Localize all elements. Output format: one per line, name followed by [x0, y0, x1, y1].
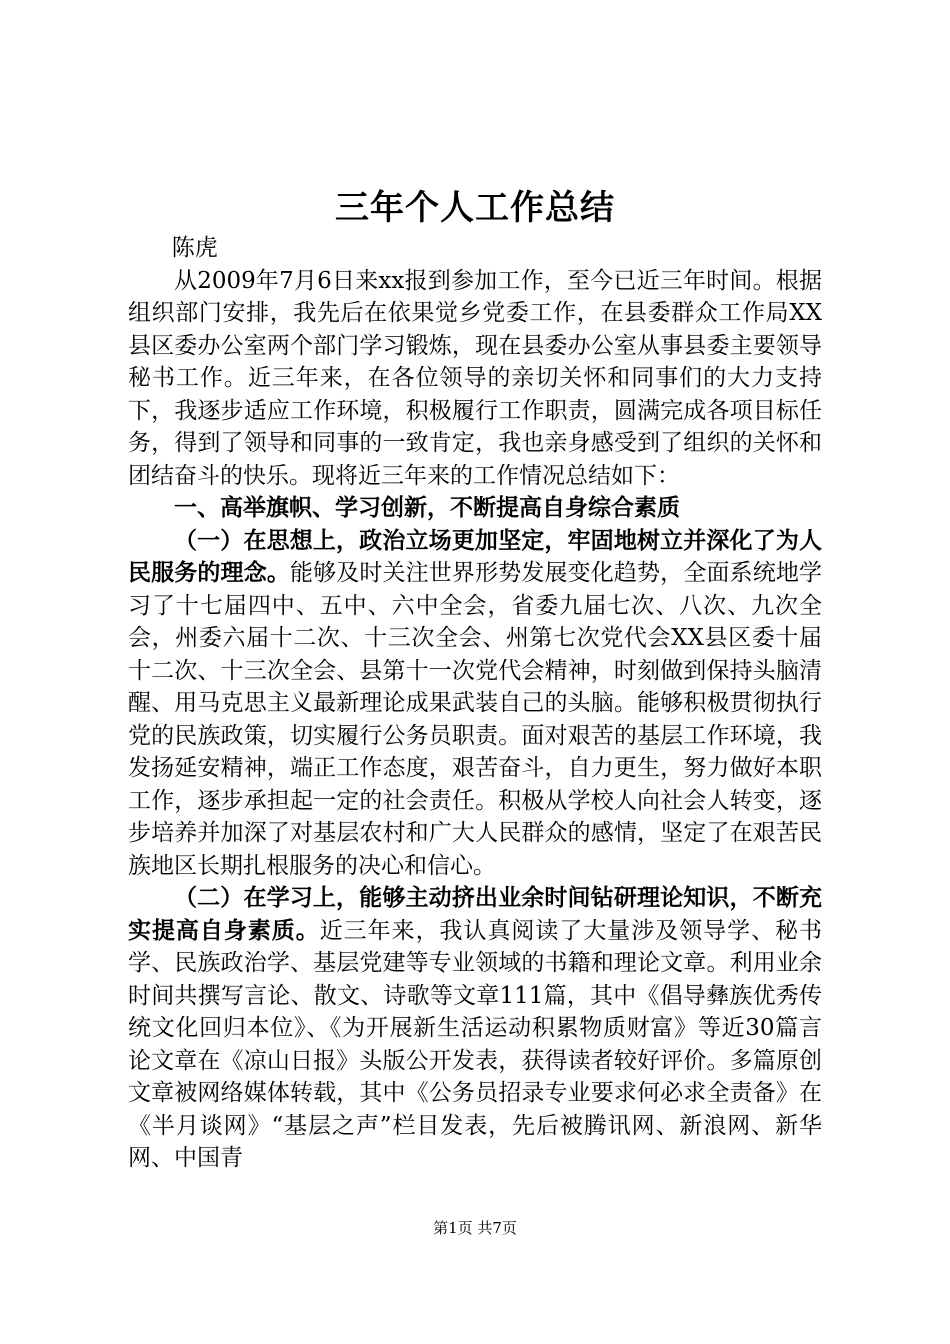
author-name: 陈虎 [171, 235, 218, 261]
document-title: 三年个人工作总结 [335, 188, 615, 228]
subsection-lead-1: （一）在思想上，政治立场更加坚定，牢固地树立并深化了为人民服务的理念。 [128, 527, 822, 586]
page-footer: 第1页 共7页 [433, 1219, 517, 1237]
subsection-paragraph-2 [128, 882, 822, 1175]
subsection-paragraph-1 [128, 525, 822, 883]
subsection-lead-2: （二）在学习上，能够主动挤出业余时间钻研理论知识，不断充实提高自身素质。 [128, 885, 822, 944]
section-heading-1: 一、高举旗帜、学习创新，不断提高自身综合素质 [174, 495, 680, 521]
document-body [128, 232, 822, 1175]
subsection-text-2: 近三年来，我认真阅读了大量涉及领导学、秘书学、民族政治学、基层党建等专业领域的书籍和理论文章。利用业余时间共撰写言论、散文、诗歌等文章111篇，其中《倡导彝族优秀传统文化回归本位》、《为开展新生活运动积累物质财富》等近30篇言论文章在《凉山日报》头版公开发表，获得读者较好评价。多篇原创文章被网络媒体转载，其中《公务员招录专业要求何必求全责备》在《半月谈网》“基层之声”栏目发表，先后被腾讯网、新浪网、新华网、中国青 [128, 917, 823, 1171]
intro-paragraph: 从2009年7月6日来xx报到参加工作，至今已近三年时间。根据组织部门安排，我先后在依果觉乡党委工作，在县委群众工作局XX县区委办公室两个部门学习锻炼，现在县委办公室从事县委主要领导秘书工作。近三年来，在各位领导的亲切关怀和同事们的大力支持下，我逐步适应工作环境，积极履行工作职责，圆满完成各项目标任务，得到了领导和同事的一致肯定，我也亲身感受到了组织的关怀和团结奋斗的快乐。现将近三年来的工作情况总结如下： [128, 267, 822, 489]
subsection-text-1: 能够及时关注世界形势发展变化趋势，全面系统地学习了十七届四中、五中、六中全会，省委九届七次、八次、九次全会，州委六届十二次、十三次全会、州第七次党代会XX县区委十届十二次、十三次全会、县第十一次党代会精神，时刻做到保持头脑清醒、用马克思主义最新理论成果武装自己的头脑。能够积极贯彻执行党的民族政策，切实履行公务员职责。面对艰苦的基层工作环境，我发扬延安精神，端正工作态度，艰苦奋斗，自力更生，努力做好本职工作，逐步承担起一定的社会责任。积极从学校人向社会人转变，逐步培养并加深了对基层农村和广大人民群众的感情，坚定了在艰苦民族地区长期扎根服务的决心和信心。 [128, 560, 823, 879]
